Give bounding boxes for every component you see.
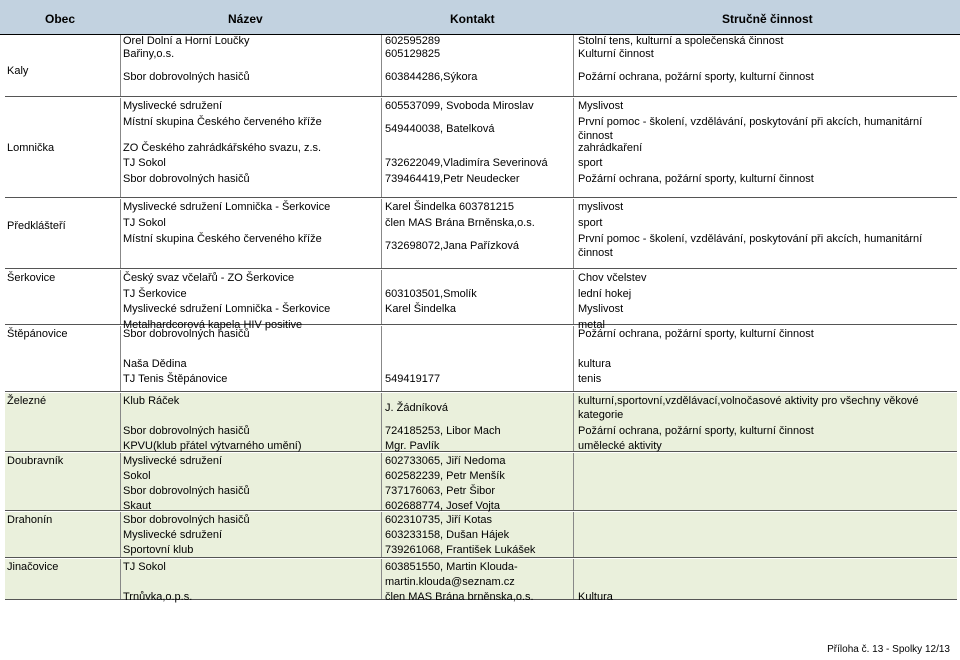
association-name: Sbor dobrovolných hasičů xyxy=(123,425,250,437)
village-group xyxy=(5,326,957,392)
associations-table xyxy=(0,35,960,603)
association-name: Myslivecké sdružení xyxy=(123,455,223,467)
column-divider xyxy=(381,35,382,96)
association-name: TJ Sokol xyxy=(123,217,166,229)
activity: sport xyxy=(578,217,603,229)
activity: metal xyxy=(578,319,605,331)
village-group xyxy=(5,512,957,558)
column-divider xyxy=(120,393,121,451)
association-name: Sbor dobrovolných hasičů xyxy=(123,71,250,83)
association-name: Myslivecké sdružení xyxy=(123,529,223,541)
association-name: Myslivecké sdružení Lomnička - Šerkovice xyxy=(123,201,331,213)
activity: lední hokej xyxy=(578,288,632,300)
column-divider xyxy=(381,199,382,268)
association-name: TJ Tenis Štěpánovice xyxy=(123,373,228,385)
contact: 732622049,Vladimíra Severinová xyxy=(385,157,548,169)
activity: Chov včelstev xyxy=(578,272,647,284)
column-divider xyxy=(381,393,382,451)
column-divider xyxy=(381,559,382,599)
village-name: Železné xyxy=(7,395,47,407)
association-name: Český svaz včelařů - ZO Šerkovice xyxy=(123,272,295,284)
column-divider xyxy=(381,270,382,324)
header-kontakt: Kontakt xyxy=(450,12,495,26)
activity: kultura xyxy=(578,358,612,370)
contact: 739261068, František Lukášek xyxy=(385,544,536,556)
contact: 602595289 xyxy=(385,35,441,47)
village-group xyxy=(5,393,957,452)
column-divider xyxy=(120,199,121,268)
column-divider xyxy=(120,512,121,557)
association-name: Sbor dobrovolných hasičů xyxy=(123,485,250,497)
association-name: KPVU(klub přátel výtvarného umění) xyxy=(123,440,302,452)
activity-continued: činnost xyxy=(578,247,613,259)
contact: 603103501,Smolík xyxy=(385,288,477,300)
association-name: ZO Českého zahrádkářského svazu, z.s. xyxy=(123,142,322,154)
association-name: Myslivecké sdružení xyxy=(123,100,223,112)
village-name: Štěpánovice xyxy=(7,328,68,340)
activity: kulturní,sportovní,vzdělávací,volnočasové aktivity pro všechny věkové xyxy=(578,395,919,407)
contact: 549419177 xyxy=(385,373,441,385)
column-divider xyxy=(381,512,382,557)
association-name: Metalhardcorová kapela HIV positive xyxy=(123,319,303,331)
contact: 602582239, Petr Menšík xyxy=(385,470,505,482)
column-divider xyxy=(573,453,574,510)
village-group xyxy=(5,35,957,97)
village-name: Kaly xyxy=(7,65,29,77)
activity: První pomoc - školení, vzdělávání, poskytování při akcích, humanitární xyxy=(578,116,923,128)
header-cinnost: Stručně činnost xyxy=(722,12,813,26)
association-name: Trnůvka,o.p.s. xyxy=(123,591,193,603)
village-group xyxy=(5,559,957,603)
column-divider xyxy=(573,326,574,391)
contact: 605537099, Svoboda Miroslav xyxy=(385,100,534,112)
activity: Kultura xyxy=(578,591,613,603)
activity-continued: činnost xyxy=(578,130,613,142)
activity: Požární ochrana, požární sporty, kulturní činnost xyxy=(578,425,814,437)
activity: Myslivost xyxy=(578,100,624,112)
table-header xyxy=(0,0,960,35)
contact: člen MAS Brána brněnska,o.s. xyxy=(385,591,534,603)
column-divider xyxy=(573,270,574,324)
association-name: TJ Šerkovice xyxy=(123,288,187,300)
activity: Myslivost xyxy=(578,303,624,315)
association-name: Sbor dobrovolných hasičů xyxy=(123,173,250,185)
association-name: Místní skupina Českého červeného kříže xyxy=(123,116,322,128)
activity: tenis xyxy=(578,373,602,385)
village-name: Jinačovice xyxy=(7,561,59,573)
village-name: Drahonín xyxy=(7,514,53,526)
column-divider xyxy=(381,453,382,510)
activity-continued: kategorie xyxy=(578,409,624,421)
village-name: Doubravník xyxy=(7,455,64,467)
contact: 602310735, Jiří Kotas xyxy=(385,514,493,526)
activity: Požární ochrana, požární sporty, kulturní činnost xyxy=(578,173,814,185)
activity: umělecké aktivity xyxy=(578,440,662,452)
association-name: TJ Sokol xyxy=(123,157,166,169)
association-name: Sokol xyxy=(123,470,151,482)
contact: 603851550, Martin Klouda- xyxy=(385,561,518,573)
village-name: Předklášteří xyxy=(7,220,66,232)
activity: První pomoc - školení, vzdělávání, poskytování při akcích, humanitární xyxy=(578,233,923,245)
village-group xyxy=(5,453,957,511)
activity: myslivost xyxy=(578,201,624,213)
contact: 737176063, Petr Šibor xyxy=(385,485,496,497)
activity: Požární ochrana, požární sporty, kulturní činnost xyxy=(578,71,814,83)
activity: Stolní tens, kulturní a společenská činnost xyxy=(578,35,784,47)
column-divider xyxy=(120,453,121,510)
association-name: Skaut xyxy=(123,500,152,512)
column-divider xyxy=(381,326,382,391)
column-divider xyxy=(573,98,574,197)
column-divider xyxy=(573,512,574,557)
contact: 739464419,Petr Neudecker xyxy=(385,173,520,185)
contact: 724185253, Libor Mach xyxy=(385,425,501,437)
village-group xyxy=(5,98,957,198)
contact: Karel Šindelka 603781215 xyxy=(385,201,515,213)
column-divider xyxy=(120,98,121,197)
association-name: Místní skupina Českého červeného kříže xyxy=(123,233,322,245)
contact: Mgr. Pavlík xyxy=(385,440,440,452)
contact: 602688774, Josef Vojta xyxy=(385,500,500,512)
column-divider xyxy=(573,199,574,268)
footer-note: Příloha č. 13 - Spolky 12/13 xyxy=(827,644,950,655)
association-name: Klub Ráček xyxy=(123,395,180,407)
association-name: Naša Dědina xyxy=(123,358,187,370)
contact: 549440038, Batelková xyxy=(385,123,495,135)
association-name: Sportovní klub xyxy=(123,544,194,556)
contact: 602733065, Jiří Nedoma xyxy=(385,455,506,467)
activity: zahrádkaření xyxy=(578,142,643,154)
association-name: TJ Sokol xyxy=(123,561,166,573)
column-divider xyxy=(120,35,121,96)
column-divider xyxy=(381,98,382,197)
activity: Kulturní činnost xyxy=(578,48,654,60)
contact: člen MAS Brána Brněnska,o.s. xyxy=(385,217,535,229)
village-name: Lomnička xyxy=(7,142,55,154)
contact: J. Žádníková xyxy=(385,402,448,414)
activity: Požární ochrana, požární sporty, kulturní činnost xyxy=(578,328,814,340)
association-name: Sbor dobrovolných hasičů xyxy=(123,328,250,340)
contact-email: martin.klouda@seznam.cz xyxy=(385,576,515,588)
column-divider xyxy=(573,393,574,451)
association-name: Bařiny,o.s. xyxy=(123,48,175,60)
column-divider xyxy=(120,270,121,324)
contact: 732698072,Jana Pařízková xyxy=(385,240,519,252)
activity: sport xyxy=(578,157,603,169)
contact: 603844286,Sýkora xyxy=(385,71,478,83)
header-obec: Obec xyxy=(45,12,76,26)
village-group xyxy=(5,270,957,331)
association-name: Sbor dobrovolných hasičů xyxy=(123,514,250,526)
contact: Karel Šindelka xyxy=(385,303,456,315)
column-divider xyxy=(120,559,121,599)
column-divider xyxy=(573,559,574,599)
contact: 603233158, Dušan Hájek xyxy=(385,529,510,541)
column-divider xyxy=(573,35,574,96)
association-name: Orel Dolní a Horní Loučky xyxy=(123,35,250,47)
column-divider xyxy=(120,326,121,391)
village-group xyxy=(5,199,957,269)
association-name: Myslivecké sdružení Lomnička - Šerkovice xyxy=(123,303,331,315)
village-name: Šerkovice xyxy=(7,272,56,284)
contact: 605129825 xyxy=(385,48,441,60)
header-nazev: Název xyxy=(228,12,263,26)
